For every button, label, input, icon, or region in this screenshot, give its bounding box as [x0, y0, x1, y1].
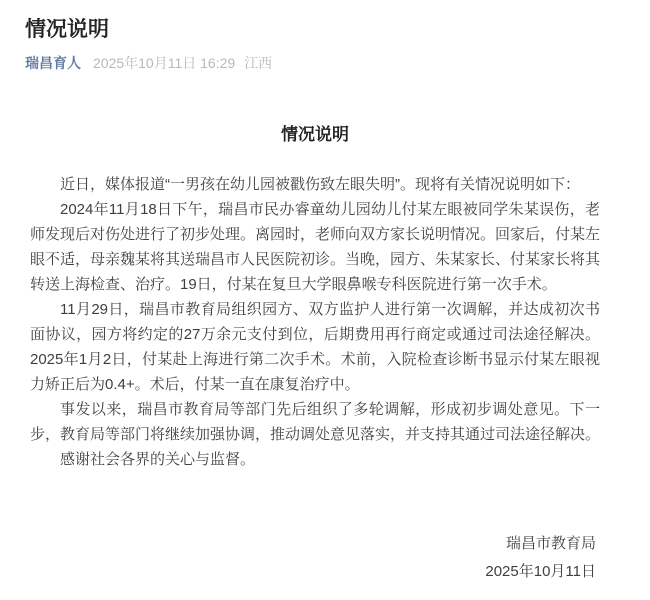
signature-name: 瑞昌市教育局 — [505, 534, 596, 552]
post-location: 江西 — [244, 55, 273, 72]
post-meta — [25, 54, 625, 74]
page-title: 情况说明 — [25, 18, 109, 41]
article-paragraph: 感谢社会各界的关心与监督。 — [60, 450, 256, 468]
article-body — [0, 120, 650, 586]
article-paragraph: 11月29日，瑞昌市教育局组织园方、双方监护人进行第一次调解，并达成初次书面协议，园方将约定的27万余元支付到位，后期费用再行商定或通过司法途径解决。2025年1月2日，付某赴上海进行第二次手术。术前，入院检查诊断书显示付某左眼视力矫正后为0.4+。术后，付某一直在康复治疗中。 — [30, 300, 600, 393]
article-paragraph: 近日，媒体报道“一男孩在幼儿园被戳伤致左眼失明”。现将有关情况说明如下： — [60, 175, 580, 193]
signature-date: 2025年10月11日 — [485, 562, 596, 580]
article-title: 情况说明 — [281, 124, 349, 144]
article-paragraph: 2024年11月18日下午，瑞昌市民办睿童幼儿园幼儿付某左眼被同学朱某误伤，老师发现后对伤处进行了初步处理。离园时，老师向双方家长说明情况。回家后，付某左眼不适，母亲魏某将其送瑞昌市人民医院初诊。当晚，园方、朱某家长、付某家长将其转送上海检查、治疗。19日，付某在复旦大学眼鼻喉专科医院进行第一次手术。 — [30, 200, 601, 293]
author-link[interactable]: 瑞昌育人 — [25, 55, 81, 72]
post-timestamp: 2025年10月11日 16:29 — [93, 55, 236, 72]
signature-block — [30, 530, 600, 586]
post-header — [0, 0, 650, 74]
article-paragraph: 事发以来，瑞昌市教育局等部门先后组织了多轮调解，形成初步调处意见。下一步，教育局等部门将继续加强协调，推动调处意见落实，并支持其通过司法途径解决。 — [30, 400, 601, 443]
